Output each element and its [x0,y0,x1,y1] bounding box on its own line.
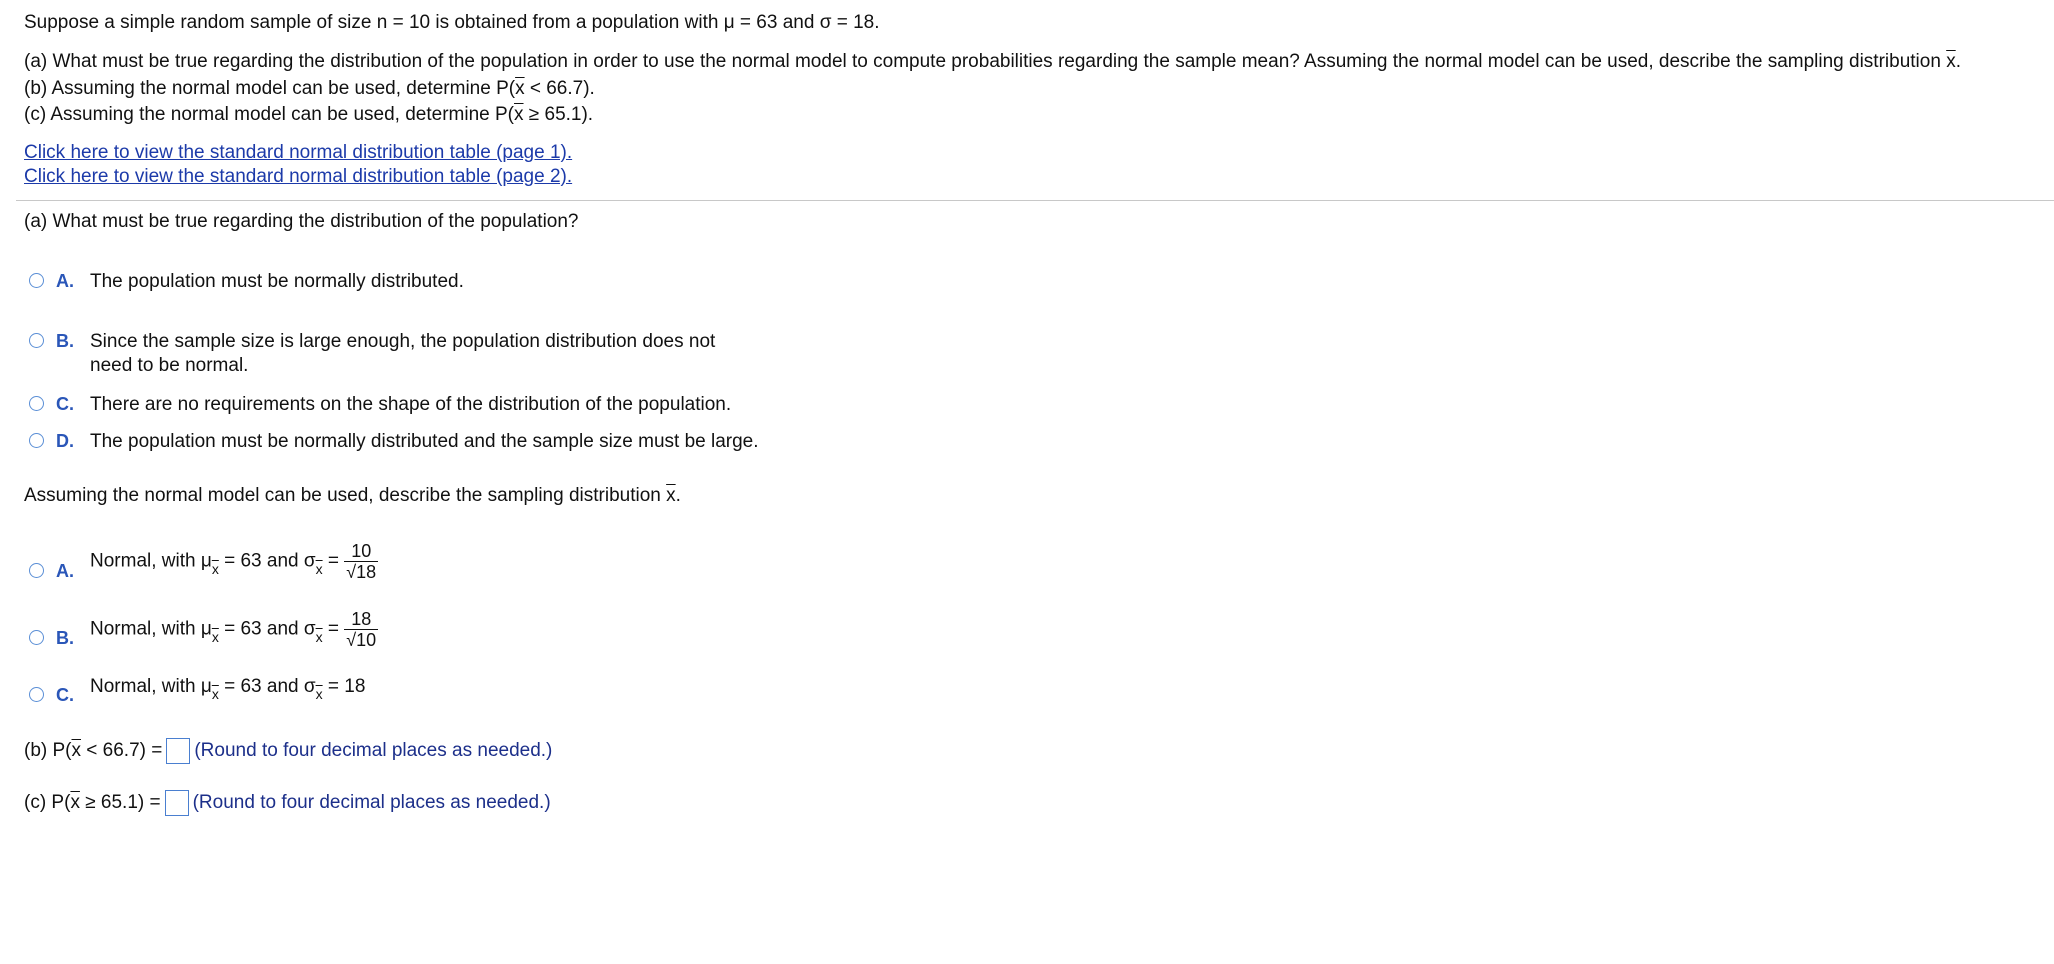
part-b-label-suffix: < 66.7) = [81,740,163,762]
numerator: 18 [351,609,372,629]
equals: = 18 [322,676,366,697]
xbar-subscript: x [315,686,323,702]
problem-part-b [24,78,595,100]
problem-intro: Suppose a simple random sample of size n = 10 is obtained from a population with μ = 63 and σ = 18. [24,12,880,33]
sampling-a-letter: A. [56,561,74,581]
xbar-symbol: $\overline{x}$ [70,792,80,814]
part-a-text: (a) What must be true regarding the distribution of the population in order to use the normal model to compute probabilities regarding the sample mean? Assuming the normal model can be used, describe the sampling distribution [24,51,1947,72]
normal-table-page2-link[interactable]: Click here to view the standard normal distribution table (page 2). [24,166,573,187]
part-c-answer-row [24,790,551,816]
normal-table-page1-link[interactable]: Click here to view the standard normal distribution table (page 1). [24,142,573,163]
section-divider [16,200,2054,201]
part-c-label-suffix: ≥ 65.1) = [79,792,161,814]
part-b-text: (b) Assuming the normal model can be used, determine P( [24,78,516,99]
xbar-symbol: $\overline{x}$ [1946,51,1956,72]
xbar-subscript: x [211,560,219,577]
option-c-letter: C. [56,394,74,414]
part-b-hint: (Round to four decimal places as needed.) [194,740,553,762]
xbar-symbol: $\overline{x}$ [515,78,525,99]
part-b-suffix: < 66.7). [524,78,595,99]
mu-label: Normal, with μ [90,550,212,572]
radio-option-d[interactable] [29,433,44,448]
mu-label: Normal, with μ [90,676,212,697]
sampling-prompt-text: Assuming the normal model can be used, describe the sampling distribution [24,485,667,506]
equals: = [322,618,339,640]
xbar-subscript: x [211,628,219,645]
part-b-answer-input[interactable] [166,738,190,764]
sampling-b-text [90,609,378,650]
sampling-b-letter: B. [56,628,74,648]
question-a-prompt: (a) What must be true regarding the distribution of the population? [24,211,579,232]
numerator: 10 [351,541,372,561]
period: . [675,485,681,506]
part-c-hint: (Round to four decimal places as needed.) [192,792,551,814]
radio-option-b[interactable] [29,333,44,348]
part-c-text: (c) Assuming the normal model can be used, determine P( [24,104,515,125]
xbar-subscript: x [315,628,323,645]
option-b-letter: B. [56,331,74,351]
part-c-suffix: ≥ 65.1). [523,104,594,125]
problem-part-c [24,104,593,126]
option-c-text: There are no requirements on the shape of the distribution of the population. [90,394,732,415]
sigma-label: = 63 and σ [218,618,316,640]
radio-sampling-a[interactable] [29,563,44,578]
radio-sampling-b[interactable] [29,630,44,645]
fraction-18-over-sqrt10 [344,609,378,650]
part-b-answer-row [24,738,552,764]
radio-option-c[interactable] [29,396,44,411]
sampling-c-letter: C. [56,685,74,705]
radio-option-a[interactable] [29,273,44,288]
period: . [1955,51,1961,72]
xbar-subscript: x [211,686,219,702]
mu-label: Normal, with μ [90,618,212,640]
xbar-symbol: $\overline{x}$ [514,104,524,125]
part-b-label: (b) P( [24,740,72,762]
xbar-subscript: x [315,560,323,577]
option-d-text: The population must be normally distributed and the sample size must be large. [90,431,759,452]
option-b-text-line2: need to be normal. [90,355,249,376]
part-c-label: (c) P( [24,792,71,814]
option-a-text: The population must be normally distributed. [90,271,464,292]
sampling-prompt [24,485,681,507]
denominator: √18 [346,562,377,582]
denominator: √10 [346,630,377,650]
sampling-c-text [90,676,366,702]
radio-sampling-c[interactable] [29,687,44,702]
sampling-a-text [90,541,378,582]
xbar-symbol: $\overline{x}$ [71,740,81,762]
fraction-10-over-sqrt18 [344,541,378,582]
equals: = [322,550,339,572]
xbar-symbol: $\overline{x}$ [666,485,676,506]
sigma-label: = 63 and σ [218,550,316,572]
option-a-letter: A. [56,271,74,291]
part-c-answer-input[interactable] [165,790,189,816]
problem-part-a [24,51,1961,73]
option-d-letter: D. [56,431,74,451]
sigma-label: = 63 and σ [218,676,316,697]
option-b-text-line1: Since the sample size is large enough, the population distribution does not [90,331,716,352]
